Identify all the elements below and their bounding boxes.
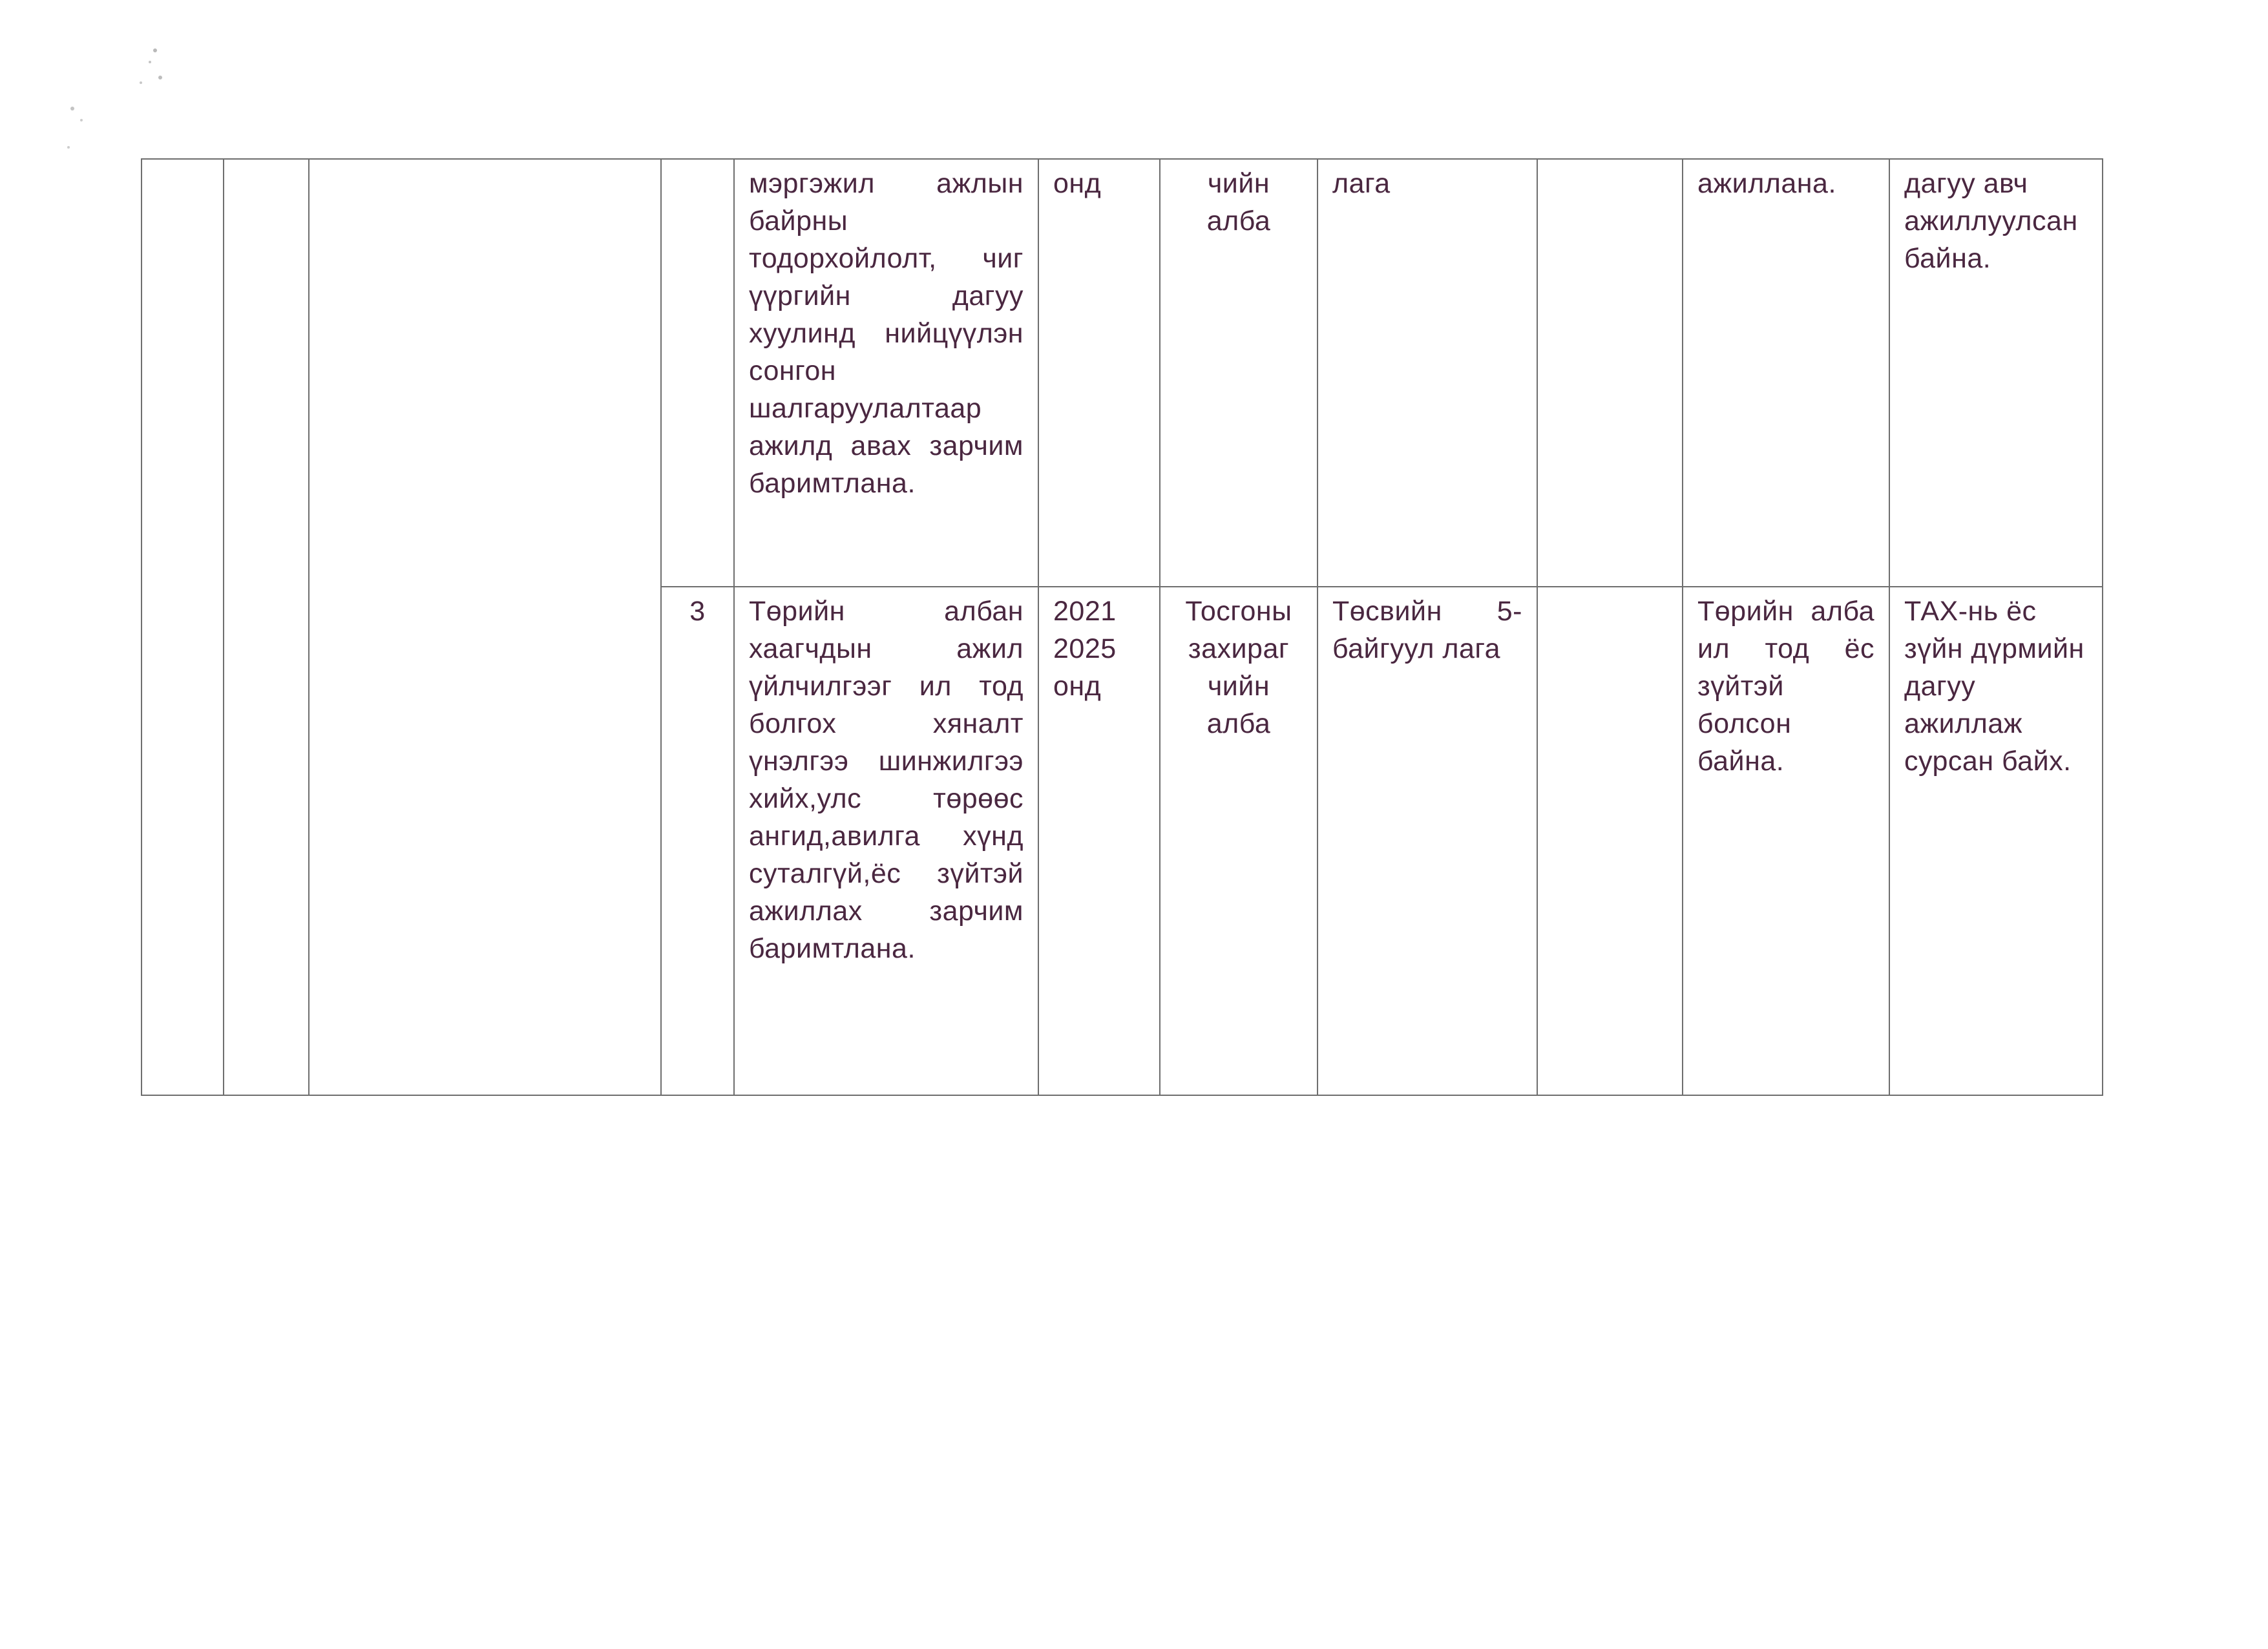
responsible-cell: чийн алба <box>1160 159 1318 587</box>
indicator-cell: дагуу авч ажиллуулсан байна. <box>1889 159 2103 587</box>
merged-cell-2 <box>224 159 309 1095</box>
outcome-cell: ажиллана. <box>1683 159 1889 587</box>
period-cell: 2021 2025 онд <box>1038 587 1160 1095</box>
responsible-cell: Тосгоны захираг чийн алба <box>1160 587 1318 1095</box>
row-number: 3 <box>661 587 734 1095</box>
indicator-cell: ТАХ-нь ёс зүйн дүрмийн дагуу ажиллаж сурсан байх. <box>1889 587 2103 1095</box>
amount-cell <box>1537 587 1683 1095</box>
merged-cell-1 <box>142 159 224 1095</box>
funding-cell: Төсвийн 5-байгуул лага <box>1318 587 1537 1095</box>
outcome-cell: Төрийн алба ил тод ёс зүйтэй болсон байна. <box>1683 587 1889 1095</box>
plan-table <box>141 158 2103 1096</box>
funding-cell: лага <box>1318 159 1537 587</box>
amount-cell <box>1537 159 1683 587</box>
activity-cell: Төрийн албан хаагчдын ажил үйлчилгээг ил тод болгох хяналт үнэлгээ шинжилгээ хийх,улс төрөөс ангид,авилга хүнд суталгүй,ёс зүйтэй ажиллах зарчим баримтлана. <box>734 587 1038 1095</box>
row-number <box>661 159 734 587</box>
merged-cell-3 <box>309 159 661 1095</box>
table-row <box>142 159 2103 587</box>
activity-cell: мэргэжил ажлын байрны тодорхойлолт, чиг үүргийн дагуу хуулинд нийцүүлэн сонгон шалгаруулалтаар ажилд авах зарчим баримтлана. <box>734 159 1038 587</box>
period-cell: онд <box>1038 159 1160 587</box>
